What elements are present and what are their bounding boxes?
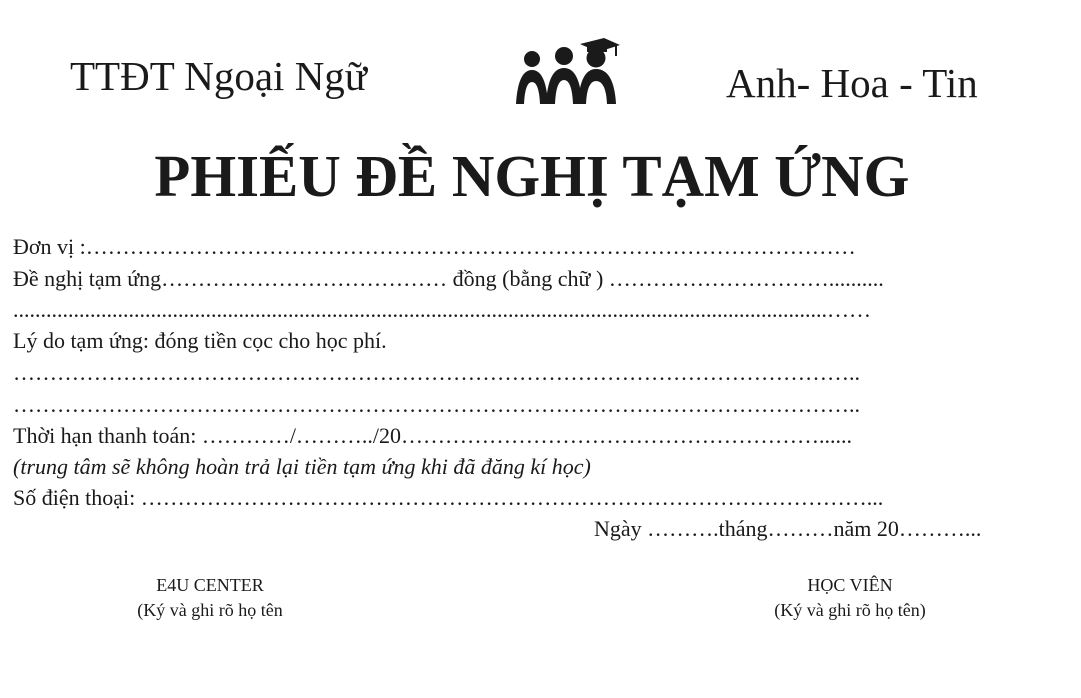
reason-continuation-field-1[interactable]: …………………………………………………………………………………………………….. <box>13 360 860 385</box>
payment-deadline-field[interactable]: Thời hạn thanh toán: …………/………../20…………………………………………………...... <box>13 423 853 448</box>
reason-field[interactable]: Lý do tạm ứng: đóng tiền cọc cho học phí. <box>13 328 387 353</box>
advance-amount-field[interactable]: Đề nghị tạm ứng………………………………… đồng (bằng chữ ) ………………………….......... <box>13 266 884 291</box>
center-signature-block <box>95 573 325 623</box>
date-field[interactable]: Ngày ……….tháng………năm 20………... <box>594 516 982 541</box>
center-name: TTĐT Ngoại Ngữ <box>70 53 368 99</box>
center-signature-note: (Ký và ghi rõ họ tên <box>137 600 283 620</box>
students-graduation-logo-icon <box>512 38 620 108</box>
phone-number-field[interactable]: Số điện thoại: ………………………………………………………………………………………... <box>13 485 884 510</box>
refund-policy-note: (trung tâm sẽ không hoàn trả lại tiền tạm ứng khi đã đăng kí học) <box>13 454 591 479</box>
reason-continuation-field-2[interactable]: …………………………………………………………………………………………………….. <box>13 392 860 417</box>
student-signature-block <box>735 573 965 623</box>
subjects-label: Anh- Hoa - Tin <box>726 60 978 106</box>
student-signature-title: HỌC VIÊN <box>807 575 893 595</box>
form-title: PHIẾU ĐỀ NGHỊ TẠM ỨNG <box>154 143 910 209</box>
unit-field[interactable]: Đơn vị :…………………………………………………………………………………………… <box>13 234 856 259</box>
center-signature-title: E4U CENTER <box>156 575 264 595</box>
student-signature-note: (Ký và ghi rõ họ tên) <box>774 600 926 620</box>
amount-in-words-continuation-field[interactable]: ....................................................................................................................................................…… <box>13 297 871 322</box>
